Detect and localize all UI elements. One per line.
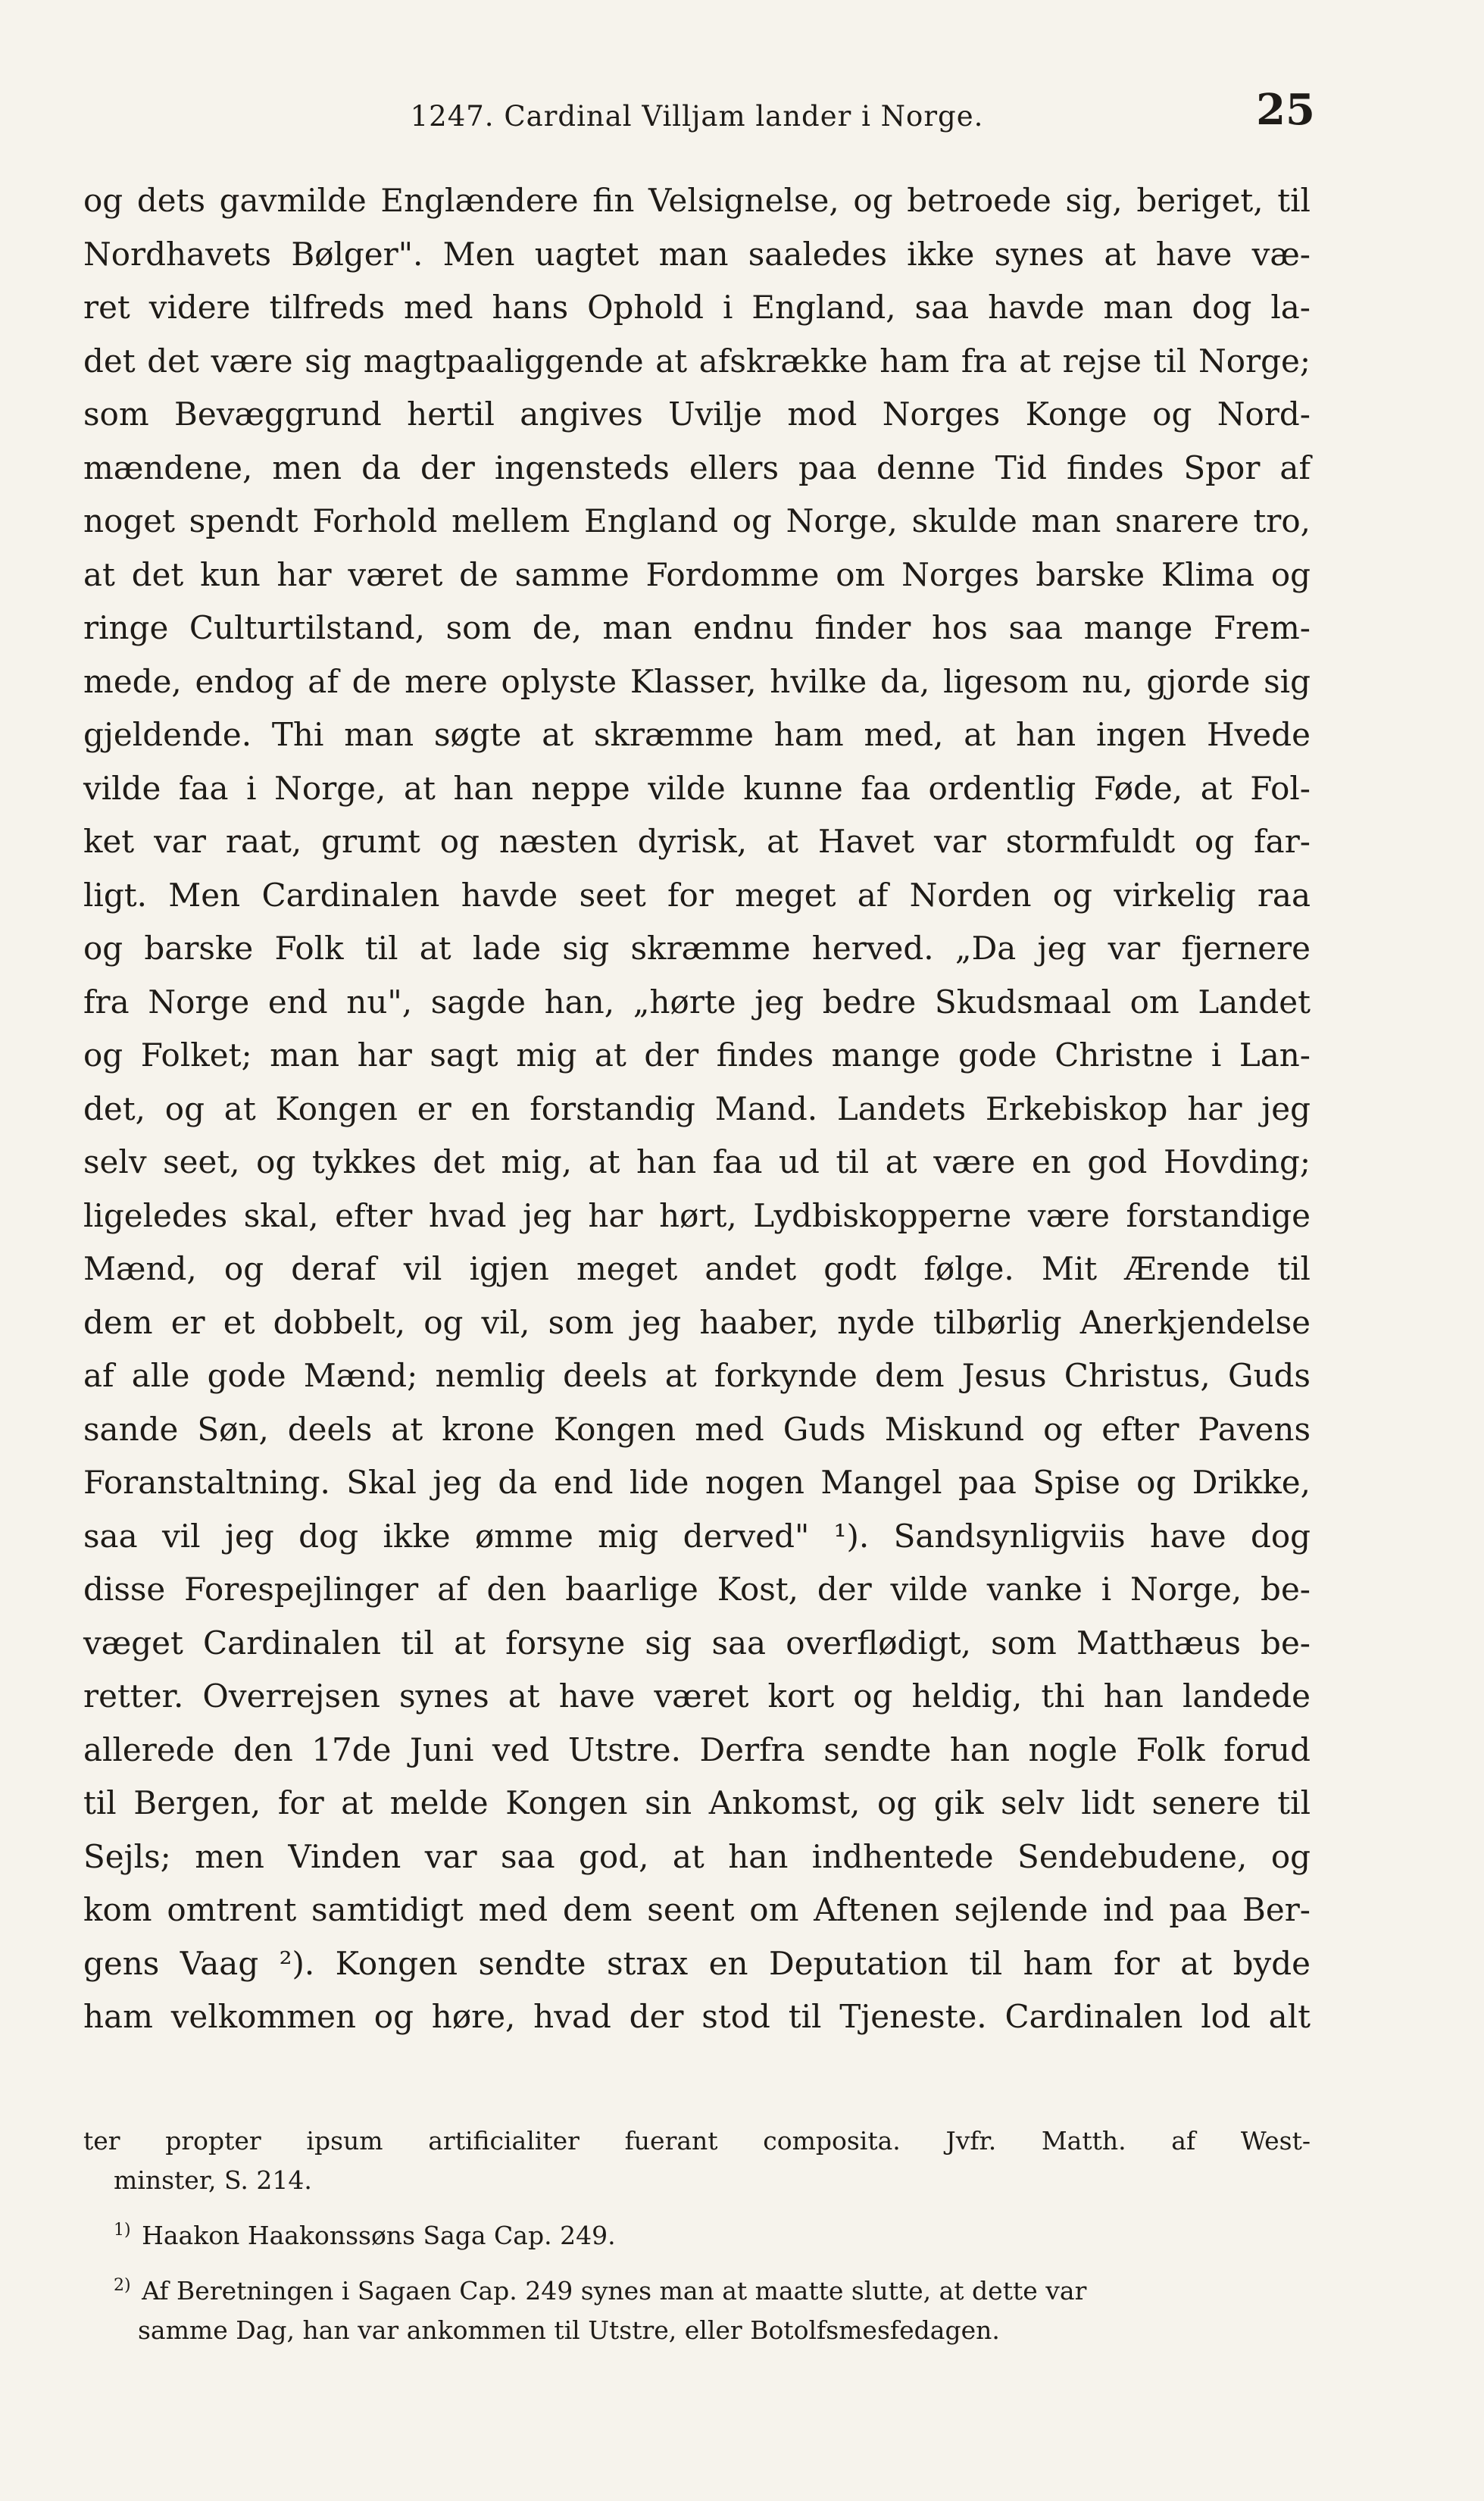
text-line: saa vil jeg dog ikke ømme mig derved" ¹). Sandsynligviis have dog [83,1517,1311,1555]
text-line: sande Søn, deels at krone Kongen med Guds Miskund og efter Pavens [83,1410,1311,1448]
footnote-marker: 2) [114,2276,131,2295]
text-line: væget Cardinalen til at forsyne sig saa overflødigt, som Matthæus be- [83,1624,1311,1662]
text-line: ligeledes skal, efter hvad jeg har hørt, Lydbiskopperne være forstandige [83,1196,1311,1234]
footnote-text: samme Dag, han var ankommen til Utstre, eller Botolfsmesfedagen. [138,2315,1000,2345]
text-line: det, og at Kongen er en forstandig Mand. Landets Erkebiskop har jeg [83,1089,1311,1127]
text-line: gjeldende. Thi man søgte at skræmme ham med, at han ingen Hvede [83,716,1311,753]
text-line: vilde faa i Norge, at han neppe vilde kunne faa ordentlig Føde, at Fol- [83,769,1311,807]
running-header [83,85,1315,142]
text-line: ringe Culturtilstand, som de, man endnu finder hos saa mange Frem- [83,609,1311,646]
text-line: Mænd, og deraf vil igjen meget andet godt følge. Mit Ærende til [83,1250,1311,1287]
text-line: ket var raat, grumt og næsten dyrisk, at Havet var stormfuldt og far- [83,823,1311,860]
text-line: Nordhavets Bølger". Men uagtet man saaledes ikke synes at have væ- [83,235,1311,273]
text-line: mede, endog af de mere oplyste Klasser, hvilke da, ligesom nu, gjorde sig [83,662,1311,700]
text-line: Foranstaltning. Skal jeg da end lide nogen Mangel paa Spise og Drikke, [83,1464,1311,1501]
footnote-continuation-line: minster, S. 214. [114,2165,312,2195]
page-number: 25 [1256,85,1315,135]
footnote-1 [83,2211,1311,2256]
text-line: at det kun har været de samme Fordomme om Norges barske Klima og [83,555,1311,593]
text-line: ligt. Men Cardinalen havde seet for meget af Norden og virkelig raa [83,876,1311,914]
text-line: allerede den 17de Juni ved Utstre. Derfra sendte han nogle Folk forud [83,1730,1311,1768]
footnotes [83,2121,1311,2350]
text-line: det det være sig magtpaaliggende at afskrække ham fra at rejse til Norge; [83,342,1311,380]
text-line: og barske Folk til at lade sig skræmme herved. „Da jeg var fjernere [83,930,1311,967]
text-line: selv seet, og tykkes det mig, at han faa ud til at være en god Hovding; [83,1143,1311,1180]
text-line: dem er et dobbelt, og vil, som jeg haaber, nyde tilbørlig Anerkjendelse [83,1303,1311,1341]
text-line: noget spendt Forhold mellem England og Norge, skulde man snarere tro, [83,502,1311,539]
text-line: som Bevæggrund hertil angives Uvilje mod Norges Konge og Nord- [83,395,1311,433]
footnote-text: Af Beretningen i Sagaen Cap. 249 synes man at maatte slutte, at dette var [142,2276,1087,2306]
text-line: af alle gode Mænd; nemlig deels at forkynde dem Jesus Christus, Guds [83,1357,1311,1394]
text-line: ham velkommen og høre, hvad der stod til Tjeneste. Cardinalen lod alt [83,1998,1311,2035]
footnote-marker: 1) [114,2221,131,2240]
text-line: til Bergen, for at melde Kongen sin Ankomst, og gik selv lidt senere til [83,1784,1311,1821]
footnote-2 [83,2266,1311,2350]
text-line: disse Forespejlinger af den baarlige Kost, der vilde vanke i Norge, be- [83,1571,1311,1608]
text-line: retter. Overrejsen synes at have været kort og heldig, thi han landede [83,1677,1311,1715]
text-line: og dets gavmilde Englændere fin Velsignelse, og betroede sig, beriget, til [83,182,1311,219]
body-text [83,174,1311,2044]
footnote-continuation-line: ter propter ipsum artificialiter fuerant composita. Jvfr. Matth. af West- [83,2126,1311,2156]
header-title: 1247. Cardinal Villjam lander i Norge. [410,100,984,133]
text-line: gens Vaag ²). Kongen sendte strax en Deputation til ham for at byde [83,1944,1311,1982]
text-line: Sejls; men Vinden var saa god, at han indhentede Sendebudene, og [83,1837,1311,1875]
text-line: kom omtrent samtidigt med dem seent om Aftenen sejlende ind paa Ber- [83,1891,1311,1928]
text-line: ret videre tilfreds med hans Ophold i England, saa havde man dog la- [83,289,1311,326]
footnote-text: Haakon Haakonssøns Saga Cap. 249. [142,2221,616,2250]
text-line: mændene, men da der ingensteds ellers paa denne Tid findes Spor af [83,449,1311,486]
text-line: og Folket; man har sagt mig at der findes mange gode Christne i Lan- [83,1036,1311,1074]
text-line: fra Norge end nu", sagde han, „hørte jeg bedre Skudsmaal om Landet [83,983,1311,1021]
